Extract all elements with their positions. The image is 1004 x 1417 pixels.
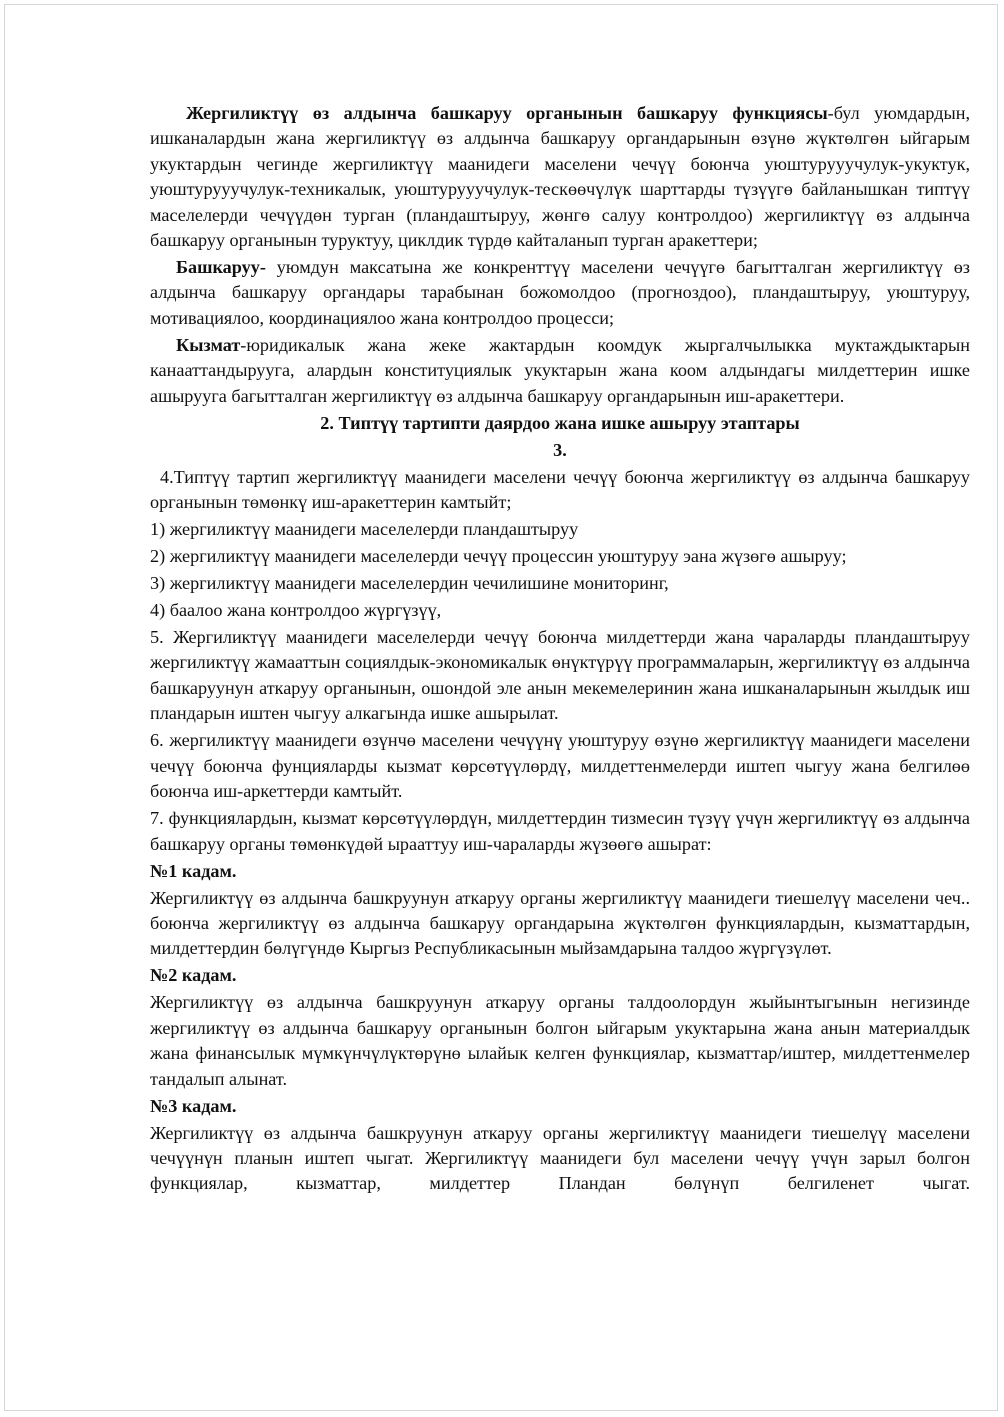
step-1-title: №1 кадам. <box>150 860 237 881</box>
section-number: 3. <box>553 439 567 460</box>
definition-function-text: -бул уюмдардын, ишканалардын жана жергиликтүү өз алдынча башкаруу органдарынын өзүнө жүктөлгөн ыйгарым укуктардын чегинде жергиликтүү маанидеги маселени чечүү боюнча уюштурууучулук-укуктук, уюштурууучулук-техникалык, уюштурууучулук-тескөөчүлүк шарттарды түзүүгө байланышкан типтүү маселелерди чечүүдөн турган (пландаштыруу, жөнгө салуу контролдоо) жергиликтүү өз алдынча башкаруу органынын туруктуу, циклдик түрдө кайталанып турган аракеттери; <box>150 103 970 251</box>
step-3-title: №3 кадам. <box>150 1095 237 1116</box>
document-page <box>4 4 998 1411</box>
step-2-text: Жергиликтүү өз алдынча башкруунун аткаруу органы талдоолордун жыйынтыгынын негизинде жергиликтүү өз алдынча башкаруу органынын болгон ыйгарым укуктарына жана анын материалдык жана финансылык мүмкүнчүлүктөрүнө ылайык келген функциялар, кызматтар/иштер, милдеттенмелер тандалып алынат. <box>150 992 970 1089</box>
step-1-text: Жергиликтүү өз алдынча башкруунун аткаруу органы жергиликтүү маанидеги тиешелүү маселени чеч.. боюнча жергиликтүү өз алдынча башкаруу органдарына жүктөлгөн функциялардын, кызматтардын, милдеттердин бөлүгүндө Кыргыз Республикасынын мыйзамдарына талдоо жүргүзүлөт. <box>150 887 970 959</box>
step-3-text: Жергиликтүү өз алдынча башкруунун аткаруу органы жергиликтүү маанидеги тиешелүү маселени чечүүнүн планын иштеп чыгат. Жергиликтүү маанидеги бул маселени чечүү үчүн зарыл болгон функциялар, кызматтар, милдеттер Пландан бөлүнүп белгиленет чыгат. <box>150 1122 970 1194</box>
paragraph-4: 4.Типтүү тартип жергиликтүү маанидеги маселени чечүү боюнча жергиликтүү өз алдынча башкаруу органынын төмөнкү иш-аракеттерин камтыйт; <box>150 466 970 513</box>
list-item-1: 1) жергиликтүү маанидеги маселелерди пландаштыруу <box>150 519 579 540</box>
definition-function <box>150 101 970 253</box>
step-2-title: №2 кадам. <box>150 965 237 986</box>
term-management-function: Жергиликтүү өз алдынча башкаруу органынын башкаруу функциясы <box>186 103 828 123</box>
term-management: Башкаруу- <box>176 257 266 278</box>
definition-management-text: уюмдун максатына же конкренттүү маселени чечүүгө багытталган жергиликтүү өз алдынча башкаруу органдары тарабынан божомолдоо (прогноздоо), пландаштыруу, уюштуруу, мотивациялоо, координациялоо жана контролдоо процесси; <box>150 257 970 328</box>
paragraph-7: 7. функциялардын, кызмат көрсөтүүлөрдүн, милдеттердин тизмесин түзүү үчүн жергиликтүү өз алдынча башкаруу органы төмөнкүдөй ырааттуу иш-чараларды жүзөөгө ашырат: <box>150 808 970 854</box>
definition-management <box>150 255 970 331</box>
paragraph-5: 5. Жергиликтүү маанидеги маселелерди чечүү боюнча милдеттерди жана чараларды пландаштыруу жергиликтүү жамааттын социялдык-экономикалык өнүктүрүү программаларын, жергиликтүү өз алдынча башкаруунун аткаруу органынын, ошондой эле анын мекемелеринин жана ишканаларынын жылдык иш пландарын иштен чыгуу алкагында ишке ашырылат. <box>150 627 970 724</box>
list-item-2: 2) жергиликтүү маанидеги маселелерди чечүү процессин уюштуруу эана жүзөгө ашыруу; <box>150 546 847 567</box>
list-item-3: 3) жергиликтүү маанидеги маселелердин чечилишине мониторинг, <box>150 573 669 594</box>
document-body <box>150 101 970 1198</box>
paragraph-6: 6. жергиликтүү маанидеги өзүнчө маселени чечүүнү уюштуруу өзүнө жергиликтүү маанидеги маселени чечүү боюнча фунцияларды кызмат көрсөтүүлөрдү, милдеттенмелерди иштеп чыгуу жана белгилөө боюнча иш-аркеттерди камтыйт. <box>150 730 970 802</box>
list-item-4: 4) баалоо жана контролдоо жүргүзүү, <box>150 600 442 621</box>
definition-service-text: -юридикалык жана жеке жактардын коомдук жыргалчылыкка муктаждыктарын канааттандырууга, алардын конституциялык укуктарын жана коом алдындагы милдеттерин ишке ашырууга багытталган жергиликтүү өз алдынча башкаруу органдарынын иш-аракеттери. <box>150 334 970 406</box>
section-heading: 2. Типтүү тартипти даярдоо жана ишке ашыруу этаптары <box>320 412 800 433</box>
term-service: Кызмат <box>176 334 241 355</box>
definition-service <box>150 333 970 409</box>
